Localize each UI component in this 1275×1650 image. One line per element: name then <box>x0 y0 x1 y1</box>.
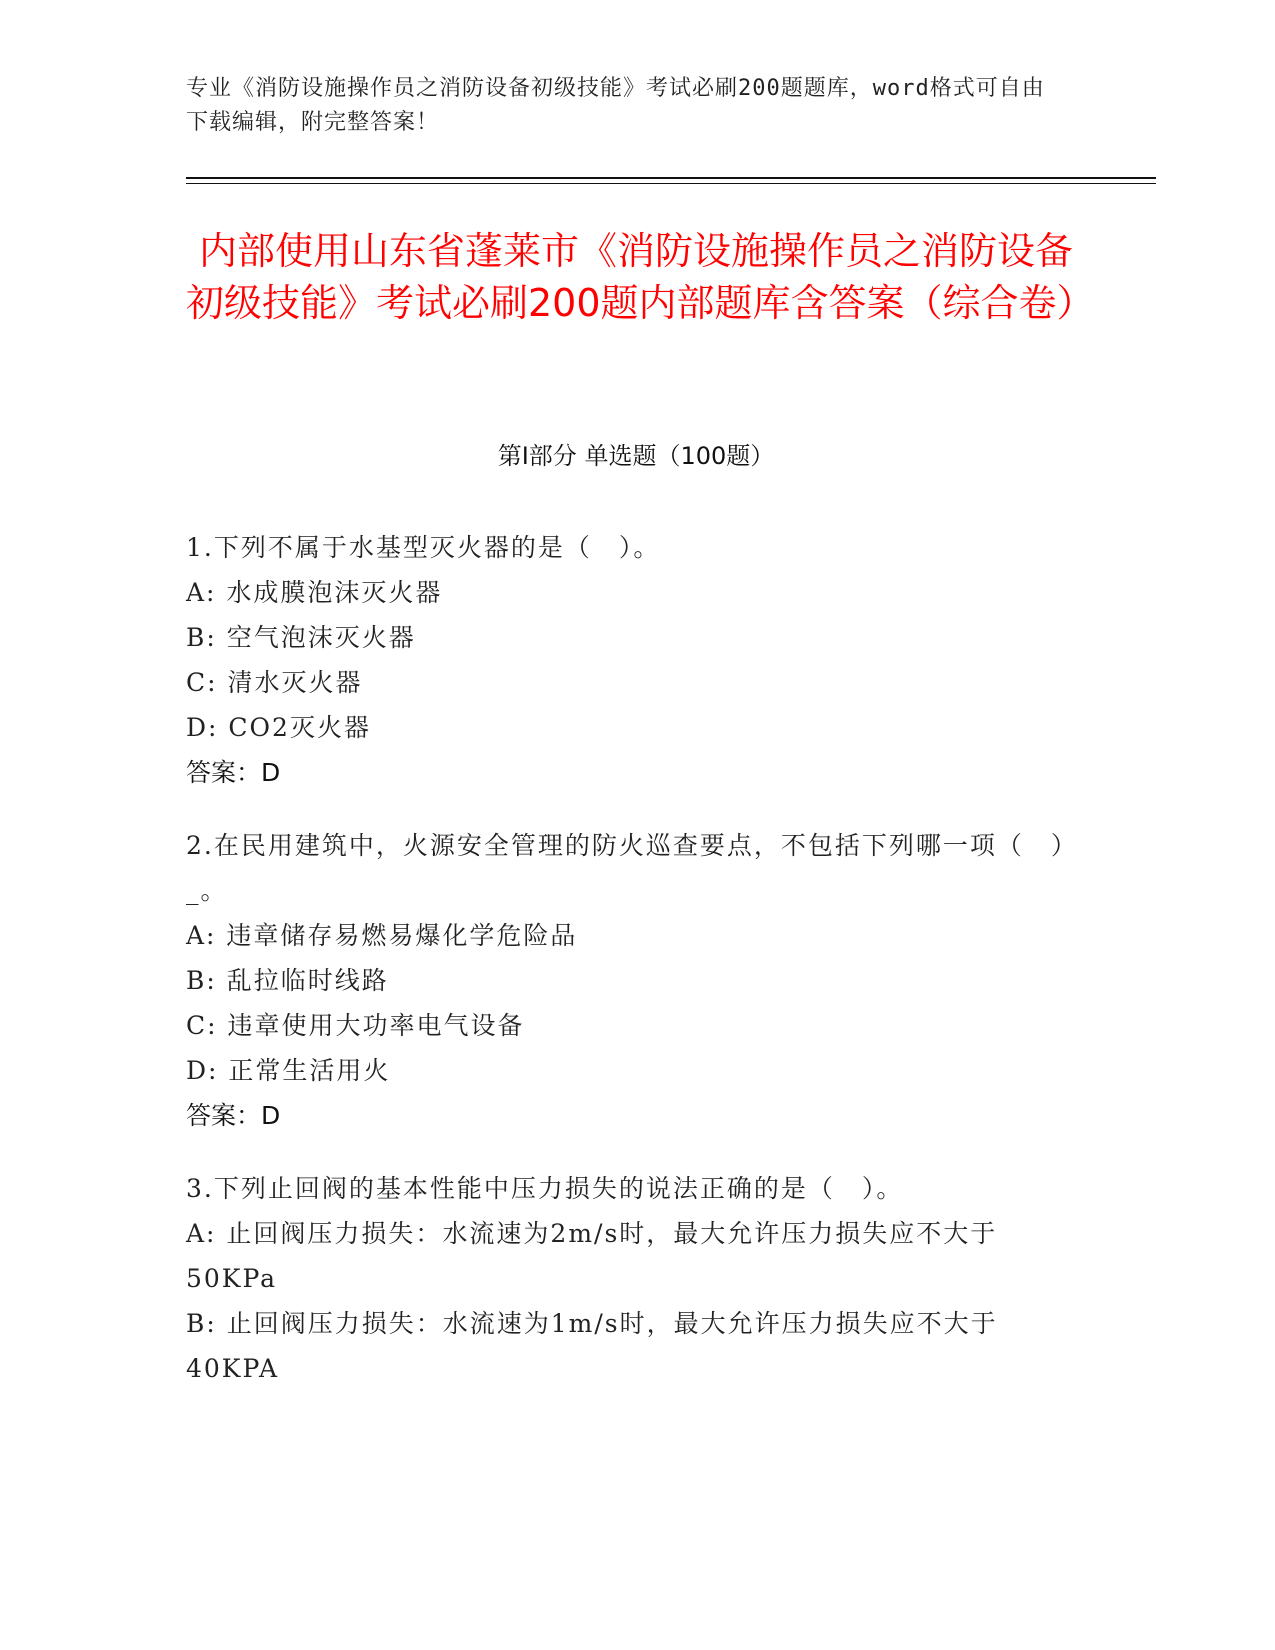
header-note: 专业《消防设施操作员之消防设备初级技能》考试必刷200题题库，word格式可自由下载编辑，附完整答案！ <box>186 76 1045 135</box>
option-b: B: 止回阀压力损失：水流速为1m/s时，最大允许压力损失应不大于40KPA <box>186 1309 998 1383</box>
option-a: A: 违章储存易燃易爆化学危险品 <box>186 921 578 950</box>
header-divider-thin <box>186 183 1156 184</box>
option-c: C: 清水灭火器 <box>186 668 363 697</box>
answer-line: 答案：D <box>186 758 281 787</box>
option-d: D: 正常生活用火 <box>186 1056 391 1085</box>
answer-line: 答案：D <box>186 1101 281 1130</box>
option-c: C: 违章使用大功率电气设备 <box>186 1011 525 1040</box>
question-stem: 1.下列不属于水基型灭火器的是（ ）。 <box>186 533 661 562</box>
header-divider-thick <box>186 177 1156 179</box>
option-b: B: 空气泡沫灭火器 <box>186 623 416 652</box>
option-a: A: 水成膜泡沫灭火器 <box>186 578 443 607</box>
question-1 <box>186 525 1066 795</box>
document-title: 内部使用山东省蓬莱市《消防设施操作员之消防设备初级技能》考试必刷200题内部题库含答案（综合卷） <box>186 229 1095 325</box>
question-2 <box>186 823 1066 1138</box>
option-a: A: 止回阀压力损失：水流速为2m/s时，最大允许压力损失应不大于50KPa <box>186 1219 998 1293</box>
option-d: D: CO2灭火器 <box>186 713 371 742</box>
question-list <box>186 525 1066 1419</box>
question-3 <box>186 1166 1066 1391</box>
question-stem: 2.在民用建筑中，火源安全管理的防火巡查要点，不包括下列哪一项（ ）_。 <box>186 831 1066 905</box>
option-b: B: 乱拉临时线路 <box>186 966 389 995</box>
question-stem: 3.下列止回阀的基本性能中压力损失的说法正确的是（ ）。 <box>186 1174 904 1203</box>
section-title: 第Ⅰ部分 单选题（100题） <box>497 442 775 470</box>
